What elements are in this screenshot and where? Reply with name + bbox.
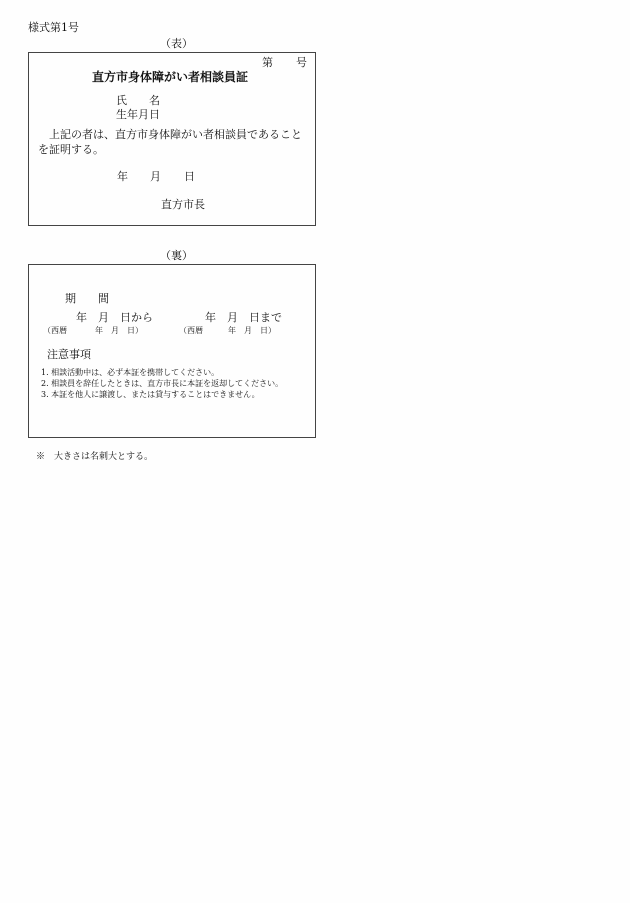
back-heading: （裏） bbox=[160, 249, 193, 262]
period-from: 年 月 日から bbox=[76, 311, 153, 324]
seireki-ymd-2: 年 月 日） bbox=[228, 326, 276, 335]
seireki-open-2: （西暦 bbox=[179, 326, 203, 335]
issuer: 直方市長 bbox=[161, 198, 205, 211]
seireki-ymd-1: 年 月 日） bbox=[95, 326, 143, 335]
certificate-number-go: 号 bbox=[296, 56, 307, 69]
note-item: 2. 相談員を辞任したときは、直方市長に本証を返却してください。 bbox=[41, 379, 284, 388]
date-day: 日 bbox=[184, 170, 195, 183]
back-card bbox=[28, 264, 316, 438]
card-title: 直方市身体障がい者相談員証 bbox=[92, 70, 249, 84]
front-heading: （表） bbox=[160, 37, 193, 50]
front-card bbox=[28, 52, 316, 226]
form-number: 様式第1号 bbox=[28, 21, 79, 34]
seireki-open-1: （西暦 bbox=[43, 326, 67, 335]
birthdate-label: 生年月日 bbox=[116, 108, 160, 121]
note-item: 1. 相談活動中は、必ず本証を携帯してください。 bbox=[41, 368, 220, 377]
notes-title: 注意事項 bbox=[47, 348, 91, 361]
certificate-number-dai: 第 bbox=[262, 56, 273, 69]
name-label: 氏 名 bbox=[116, 94, 160, 107]
note-item: 3. 本証を他人に譲渡し、または貸与することはできません。 bbox=[41, 390, 260, 399]
period-to: 年 月 日まで bbox=[205, 311, 282, 324]
date-year: 年 bbox=[117, 170, 128, 183]
certification-statement: 上記の者は、直方市身体障がい者相談員であることを証明する。 bbox=[38, 128, 302, 156]
period-label: 期 間 bbox=[65, 292, 109, 305]
date-month: 月 bbox=[150, 170, 161, 183]
size-footnote: ※ 大きさは名刺大とする。 bbox=[36, 452, 154, 462]
